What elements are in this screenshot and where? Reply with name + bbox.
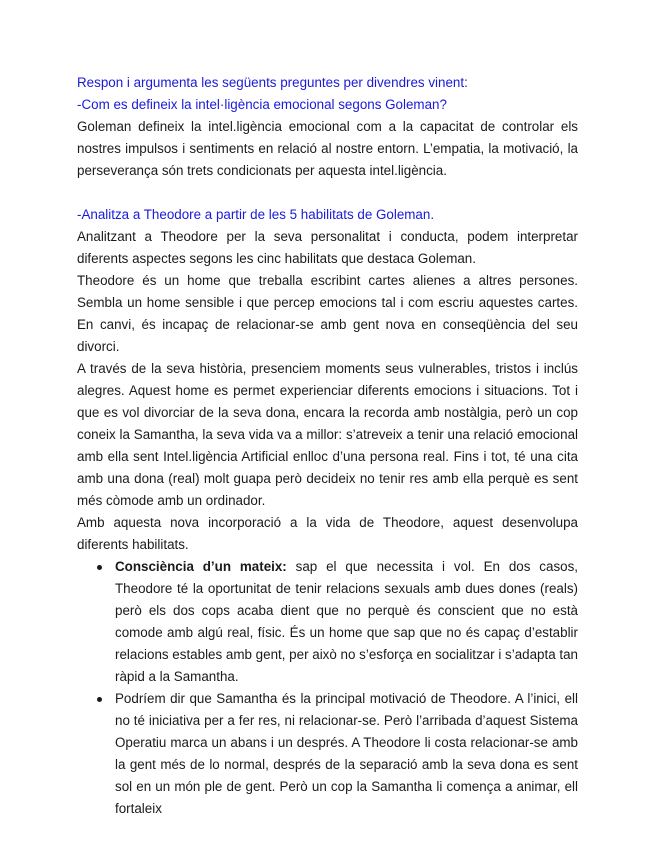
list-item: [115, 688, 578, 820]
spacer: [77, 182, 578, 204]
skills-list: [77, 556, 578, 820]
list-item-title: Consciència d’un mateix:: [115, 559, 287, 574]
answer-1: Goleman defineix la intel.ligència emocional com a la capacitat de controlar els nostres impulsos i sentiments en relació al nostre entorn. L’empatia, la motivació, la perseverança són trets condicionats per aquesta intel.ligència.: [77, 119, 578, 178]
instruction-line: Respon i argumenta les següents preguntes per divendres vinent:: [77, 75, 468, 90]
paragraph-intro: Analitzant a Theodore per la seva personalitat i conducta, podem interpretar diferents aspectes segons les cinc habilitats que destaca Goleman.: [77, 229, 578, 266]
paragraph-history: A través de la seva història, presenciem moments seus vulnerables, tristos i inclús alegres. Aquest home es permet experienciar diferents emocions i situacions. Tot i que es vol divorciar de la seva dona, encara la recorda amb nostàlgia, però un cop coneix la Samantha, la seva vida va a millor: s’atreveix a tenir una relació emocional amb ella sent Intel.ligència Artificial enlloc d’una persona real. Fins i tot, té una cita amb una dona (real) molt guapa però decideix no tenir res amb ella perquè es sent més còmode amb un ordinador.: [77, 361, 578, 508]
paragraph-skills: Amb aquesta nova incorporació a la vida de Theodore, aquest desenvolupa diferents habilitats.: [77, 515, 578, 552]
list-item: [115, 556, 578, 688]
bullet-icon: [97, 565, 102, 570]
list-item-text: sap el que necessita i vol. En dos casos, Theodore té la oportunitat de tenir relacions sexuals amb dues dones (reals) però els dos cops acaba dient que no perquè és conscient que no està comode amb algú real, físic. És un home que sap que no és capaç d’establir relacions estables amb gent, per això no s’esforça en socialitzar i s’adapta tan ràpid a la Samantha.: [115, 559, 578, 684]
bullet-icon: [97, 697, 102, 702]
question-1: -Com es defineix la intel·ligència emocional segons Goleman?: [77, 97, 447, 112]
question-2: -Analitza a Theodore a partir de les 5 habilitats de Goleman.: [77, 207, 435, 222]
paragraph-theodore: Theodore és un home que treballa escribint cartes alienes a altres persones. Sembla un home sensible i que percep emocions tal i com escriu aquestes cartes. En canvi, és incapaç de relacionar-se amb gent nova en conseqüència del seu divorci.: [77, 273, 578, 354]
list-item-text: Podríem dir que Samantha és la principal motivació de Theodore. A l’inici, ell no té iniciativa per a fer res, ni relacionar-se. Però l’arribada d’aquest Sistema Operatiu marca un abans i un després. A Theodore li costa relacionar-se amb la gent més de lo normal, després de la separació amb la seva dona es sent sol en un món ple de gent. Però un cop la Samantha li comença a animar, ell fortaleix: [115, 691, 578, 816]
